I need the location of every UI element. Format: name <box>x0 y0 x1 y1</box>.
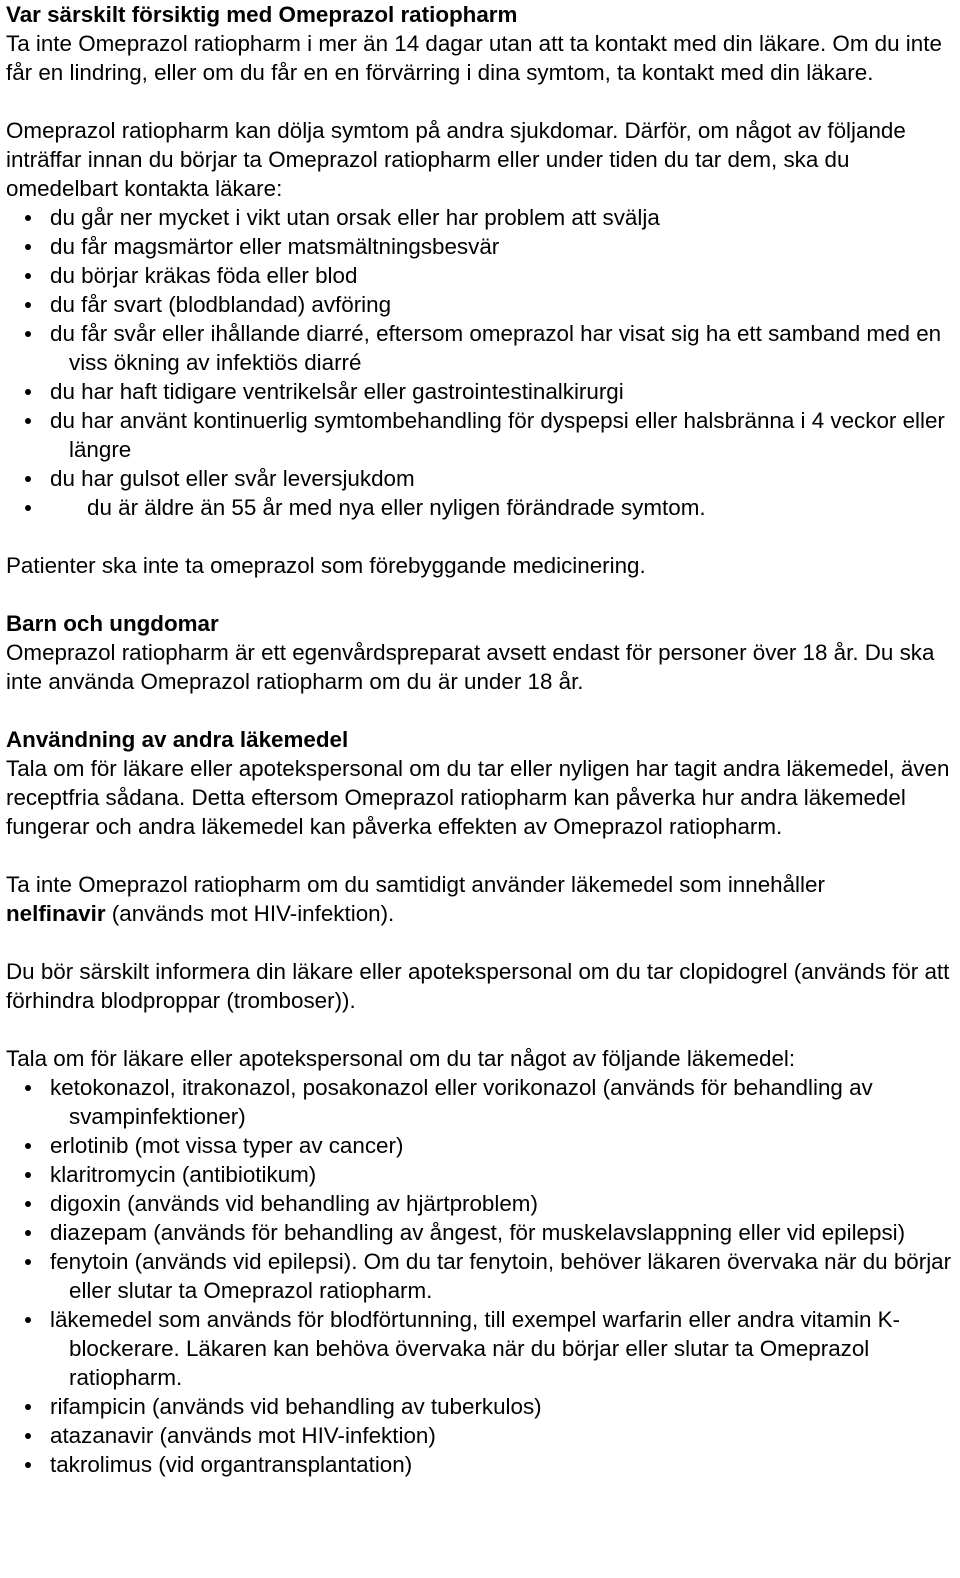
list-item: rifampicin (används vid behandling av tuberkulos) <box>6 1392 954 1421</box>
list-item: ketokonazol, itrakonazol, posakonazol eller vorikonazol (används för behandling av svampinfektioner) <box>6 1073 954 1131</box>
other-meds-para-nelfinavir <box>6 870 954 928</box>
symptom-list <box>6 203 954 522</box>
nelfinavir-term: nelfinavir <box>6 901 106 926</box>
list-item: takrolimus (vid organtransplantation) <box>6 1450 954 1479</box>
other-meds-para-clopidogrel: Du bör särskilt informera din läkare eller apotekspersonal om du tar clopidogrel (används för att förhindra blodproppar (tromboser)). <box>6 959 950 1013</box>
list-item: erlotinib (mot vissa typer av cancer) <box>6 1131 954 1160</box>
list-item: atazanavir (används mot HIV-infektion) <box>6 1421 954 1450</box>
list-item: du får magsmärtor eller matsmältningsbesvär <box>6 232 954 261</box>
other-meds-heading: Användning av andra läkemedel <box>6 727 349 752</box>
nelfinavir-pre-text: Ta inte Omeprazol ratiopharm om du samtidigt använder läkemedel som innehåller <box>6 872 825 897</box>
list-item: klaritromycin (antibiotikum) <box>6 1160 954 1189</box>
list-item: du får svart (blodblandad) avföring <box>6 290 954 319</box>
list-item: du har haft tidigare ventrikelsår eller gastrointestinalkirurgi <box>6 377 954 406</box>
children-heading: Barn och ungdomar <box>6 611 219 636</box>
caution-para-prevention: Patienter ska inte ta omeprazol som förebyggande medicinering. <box>6 553 646 578</box>
caution-para-masking: Omeprazol ratiopharm kan dölja symtom på andra sjukdomar. Därför, om något av följande inträffar innan du börjar ta Omeprazol ratiopharm eller under tiden du tar dem, ska du omedelbart kontakta läkare: <box>6 118 906 201</box>
children-text: Omeprazol ratiopharm är ett egenvårdspreparat avsett endast för personer över 18 år. Du ska inte använda Omeprazol ratiopharm om du är under 18 år. <box>6 640 935 694</box>
list-item: du har gulsot eller svår leversjukdom <box>6 464 954 493</box>
drug-list <box>6 1073 954 1479</box>
other-meds-para-list-intro: Tala om för läkare eller apotekspersonal om du tar något av följande läkemedel: <box>6 1046 796 1071</box>
caution-heading: Var särskilt försiktig med Omeprazol ratiopharm <box>6 2 518 27</box>
list-item: du går ner mycket i vikt utan orsak eller har problem att svälja <box>6 203 954 232</box>
list-item: du får svår eller ihållande diarré, eftersom omeprazol har visat sig ha ett samband med en viss ökning av infektiös diarré <box>6 319 954 377</box>
other-meds-para-inform: Tala om för läkare eller apotekspersonal om du tar eller nyligen har tagit andra läkemedel, även receptfria sådana. Detta eftersom Omeprazol ratiopharm kan påverka hur andra läkemedel fungerar och andra läkemedel kan påverka effekten av Omeprazol ratiopharm. <box>6 756 950 839</box>
caution-para-duration: Ta inte Omeprazol ratiopharm i mer än 14 dagar utan att ta kontakt med din läkare. Om du inte får en lindring, eller om du får en en förvärring i dina symtom, ta kontakt med din läkare. <box>6 31 942 85</box>
nelfinavir-post-text: (används mot HIV-infektion). <box>111 901 395 926</box>
list-item: digoxin (används vid behandling av hjärtproblem) <box>6 1189 954 1218</box>
list-item: läkemedel som används för blodförtunning, till exempel warfarin eller andra vitamin K-blockerare. Läkaren kan behöva övervaka när du börjar eller slutar ta Omeprazol ratiopharm. <box>6 1305 954 1392</box>
list-item: diazepam (används för behandling av ångest, för muskelavslappning eller vid epilepsi) <box>6 1218 954 1247</box>
list-item: du är äldre än 55 år med nya eller nyligen förändrade symtom. <box>6 493 954 522</box>
list-item: fenytoin (används vid epilepsi). Om du tar fenytoin, behöver läkaren övervaka när du börjar eller slutar ta Omeprazol ratiopharm. <box>6 1247 954 1305</box>
list-item: du börjar kräkas föda eller blod <box>6 261 954 290</box>
list-item: du har använt kontinuerlig symtombehandling för dyspepsi eller halsbränna i 4 veckor eller längre <box>6 406 954 464</box>
